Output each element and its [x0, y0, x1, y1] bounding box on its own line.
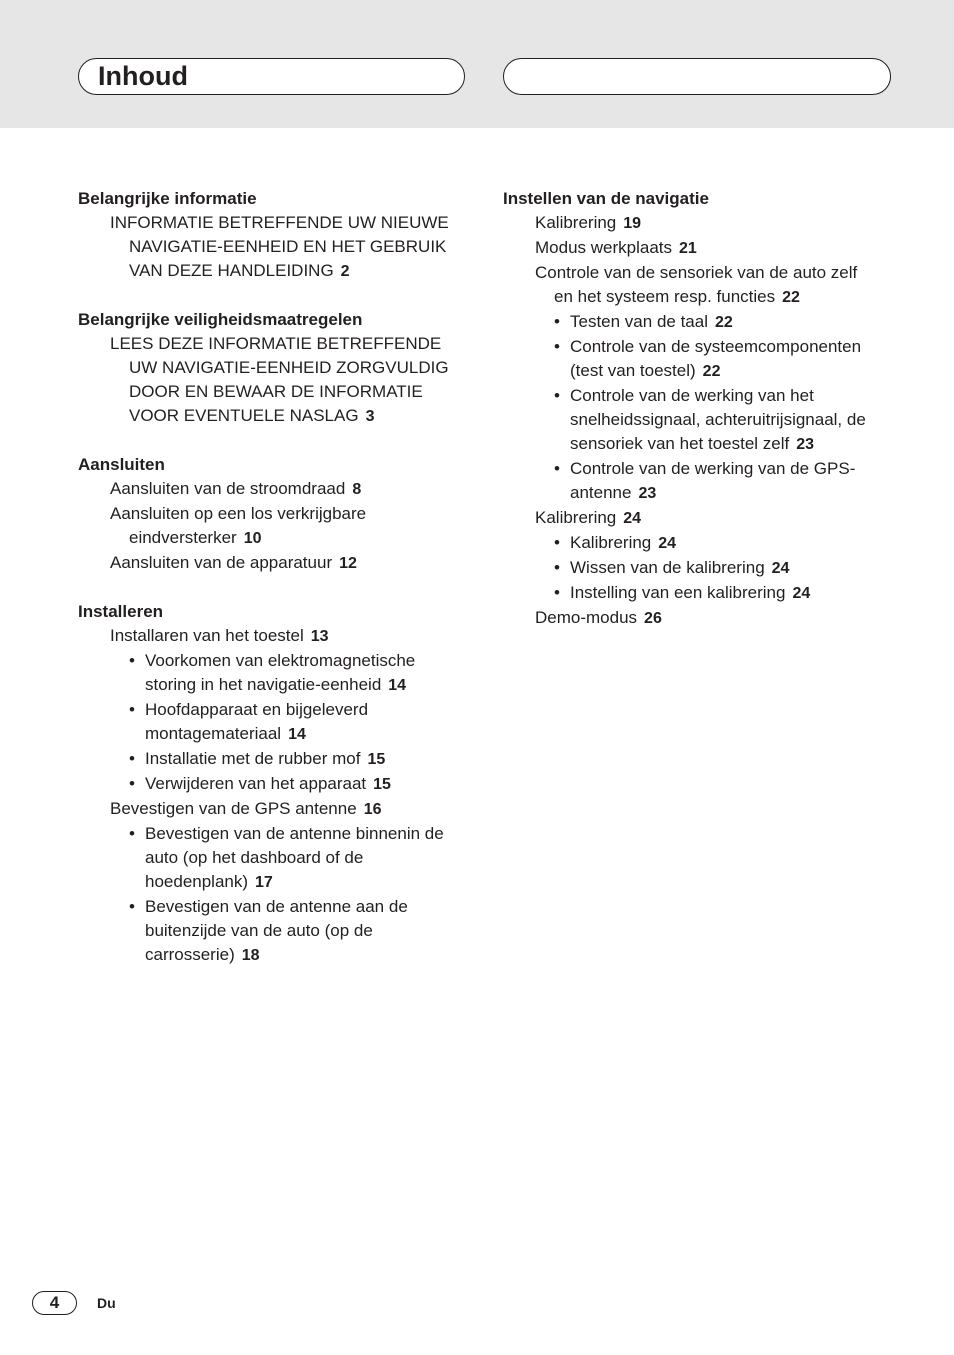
toc-section: [78, 308, 478, 429]
toc-bullet-entry: [78, 747, 478, 772]
entry-text: Installaren van het toestel: [110, 626, 304, 645]
bullet-icon: •: [129, 700, 135, 719]
toc-entry: [503, 236, 923, 261]
toc-bullet-entry: [503, 310, 923, 335]
entry-text: VAN DEZE HANDLEIDING: [129, 261, 334, 280]
entry-page-number: 23: [638, 485, 657, 502]
toc-entry: [78, 797, 478, 822]
entry-text: Aansluiten van de stroomdraad: [110, 479, 346, 498]
toc-entry: [78, 673, 478, 698]
entry-text: buitenzijde van de auto (op de: [145, 921, 373, 940]
entry-text: Controle van de systeemcomponenten: [570, 337, 862, 356]
toc-entry: [78, 943, 478, 968]
entry-page-number: 14: [388, 677, 407, 694]
toc-section: [78, 600, 478, 968]
entry-text: Modus werkplaats: [535, 238, 673, 257]
toc-entry: [503, 432, 923, 457]
bullet-icon: •: [129, 824, 135, 843]
entry-text: Kalibrering: [570, 533, 652, 552]
entry-text: VOOR EVENTUELE NASLAG: [129, 406, 359, 425]
toc-entry: [78, 846, 478, 870]
toc-entry: [78, 380, 478, 404]
entry-page-number: 10: [243, 530, 262, 547]
entry-text: Wissen van de kalibrering: [570, 558, 765, 577]
toc-entry: [78, 356, 478, 380]
entry-text: en het systeem resp. functies: [554, 287, 776, 306]
toc-entry: [78, 332, 478, 356]
entry-page-number: 8: [352, 481, 362, 498]
entry-text: snelheidssignaal, achteruitrijsignaal, de: [570, 410, 866, 429]
page-number-badge: [32, 1291, 77, 1315]
entry-text: Controle van de werking van het: [570, 386, 814, 405]
toc-right-column: [503, 187, 923, 655]
entry-page-number: 17: [255, 874, 273, 891]
entry-page-number: 22: [702, 363, 721, 380]
entry-text: Bevestigen van de antenne aan de: [145, 897, 408, 916]
entry-page-number: 14: [288, 726, 306, 743]
toc-section: [78, 453, 478, 576]
page-title: Inhoud: [98, 61, 188, 91]
entry-text: hoedenplank): [145, 872, 249, 891]
toc-entry: [78, 722, 478, 747]
language-code: Du: [97, 1295, 116, 1311]
toc-bullet-entry: [503, 581, 923, 606]
toc-bullet-entry: [78, 649, 478, 673]
entry-text: Instelling van een kalibrering: [570, 583, 786, 602]
entry-text: montagemateriaal: [145, 724, 282, 743]
entry-text: NAVIGATIE-EENHEID EN HET GEBRUIK: [129, 237, 447, 256]
entry-text: auto (op het dashboard of de: [145, 848, 364, 867]
title-box-empty: [503, 58, 891, 95]
entry-text: (test van toestel): [570, 361, 696, 380]
entry-page-number: 18: [241, 947, 260, 964]
entry-text: sensoriek van het toestel zelf: [570, 434, 790, 453]
bullet-icon: •: [554, 337, 560, 356]
entry-page-number: 26: [644, 610, 662, 627]
toc-entry: [78, 477, 478, 502]
entry-text: UW NAVIGATIE-EENHEID ZORGVULDIG: [129, 358, 449, 377]
bullet-icon: •: [129, 651, 135, 670]
toc-entry: [78, 259, 478, 284]
entry-text: Testen van de taal: [570, 312, 708, 331]
toc-entry: [78, 870, 478, 895]
toc-bullet-entry: [503, 556, 923, 581]
toc-entry: [78, 919, 478, 943]
toc-entry: [78, 404, 478, 429]
toc-entry: [503, 261, 923, 285]
toc-bullet-entry: [503, 335, 923, 359]
entry-page-number: 24: [792, 585, 811, 602]
toc-bullet-entry: [78, 895, 478, 919]
bullet-icon: •: [129, 897, 135, 916]
entry-text: Demo-modus: [535, 608, 638, 627]
section-heading: Belangrijke informatie: [78, 189, 257, 208]
entry-text: DOOR EN BEWAAR DE INFORMATIE: [129, 382, 423, 401]
entry-page-number: 15: [373, 776, 391, 793]
title-box: [78, 58, 465, 95]
toc-entry: [503, 606, 923, 631]
bullet-icon: •: [554, 533, 560, 552]
entry-text: Voorkomen van elektromagnetische: [145, 651, 416, 670]
toc-entry: [503, 408, 923, 432]
bullet-icon: •: [554, 558, 560, 577]
toc-entry: [503, 285, 923, 310]
entry-page-number: 22: [714, 314, 733, 331]
bullet-icon: •: [554, 312, 560, 331]
toc-entry: [503, 211, 923, 236]
entry-text: antenne: [570, 483, 632, 502]
entry-page-number: 24: [771, 560, 790, 577]
toc-section: [503, 187, 923, 631]
entry-text: Installatie met de rubber mof: [145, 749, 361, 768]
entry-text: Verwijderen van het apparaat: [145, 774, 367, 793]
entry-page-number: 21: [679, 240, 697, 257]
entry-page-number: 24: [623, 510, 642, 527]
toc-entry: [503, 481, 923, 506]
toc-entry: [78, 551, 478, 576]
entry-page-number: 2: [340, 263, 350, 280]
bullet-icon: •: [554, 583, 560, 602]
entry-text: storing in het navigatie-eenheid: [145, 675, 382, 694]
entry-page-number: 16: [363, 801, 382, 818]
entry-text: Bevestigen van de GPS antenne: [110, 799, 357, 818]
entry-text: Controle van de werking van de GPS-: [570, 459, 856, 478]
entry-page-number: 12: [339, 555, 357, 572]
toc-bullet-entry: [78, 698, 478, 722]
toc-bullet-entry: [78, 772, 478, 797]
page-number: 4: [49, 1293, 60, 1312]
section-heading: Aansluiten: [78, 455, 165, 474]
entry-text: Kalibrering: [535, 213, 617, 232]
entry-text: eindversterker: [129, 528, 237, 547]
entry-text: Controle van de sensoriek van de auto zelf: [535, 263, 858, 282]
toc-entry: [503, 359, 923, 384]
entry-text: LEES DEZE INFORMATIE BETREFFENDE: [110, 334, 442, 353]
toc-entry: [78, 526, 478, 551]
entry-page-number: 19: [623, 215, 642, 232]
toc-entry: [78, 235, 478, 259]
toc-entry: [503, 506, 923, 531]
entry-text: Aansluiten op een los verkrijgbare: [110, 504, 367, 523]
bullet-icon: •: [129, 774, 135, 793]
entry-text: Kalibrering: [535, 508, 617, 527]
toc-bullet-entry: [503, 457, 923, 481]
toc-bullet-entry: [503, 384, 923, 408]
bullet-icon: •: [554, 459, 560, 478]
entry-page-number: 24: [658, 535, 677, 552]
toc-entry: [78, 624, 478, 649]
entry-page-number: 22: [782, 289, 800, 306]
entry-text: Bevestigen van de antenne binnenin de: [145, 824, 444, 843]
toc-section: [78, 187, 478, 284]
entry-page-number: 23: [796, 436, 815, 453]
section-heading: Belangrijke veiligheidsmaatregelen: [78, 310, 363, 329]
bullet-icon: •: [129, 749, 135, 768]
entry-text: INFORMATIE BETREFFENDE UW NIEUWE: [110, 213, 449, 232]
toc-entry: [78, 502, 478, 526]
entry-text: Hoofdapparaat en bijgeleverd: [145, 700, 369, 719]
entry-page-number: 13: [310, 628, 329, 645]
entry-text: Aansluiten van de apparatuur: [110, 553, 333, 572]
entry-page-number: 15: [367, 751, 386, 768]
entry-page-number: 3: [365, 408, 375, 425]
bullet-icon: •: [554, 386, 560, 405]
section-heading: Installeren: [78, 602, 164, 621]
toc-entry: [78, 211, 478, 235]
toc-bullet-entry: [78, 822, 478, 846]
entry-text: carrosserie): [145, 945, 235, 964]
section-heading: Instellen van de navigatie: [503, 189, 709, 208]
toc-bullet-entry: [503, 531, 923, 556]
toc-left-column: [78, 187, 478, 992]
